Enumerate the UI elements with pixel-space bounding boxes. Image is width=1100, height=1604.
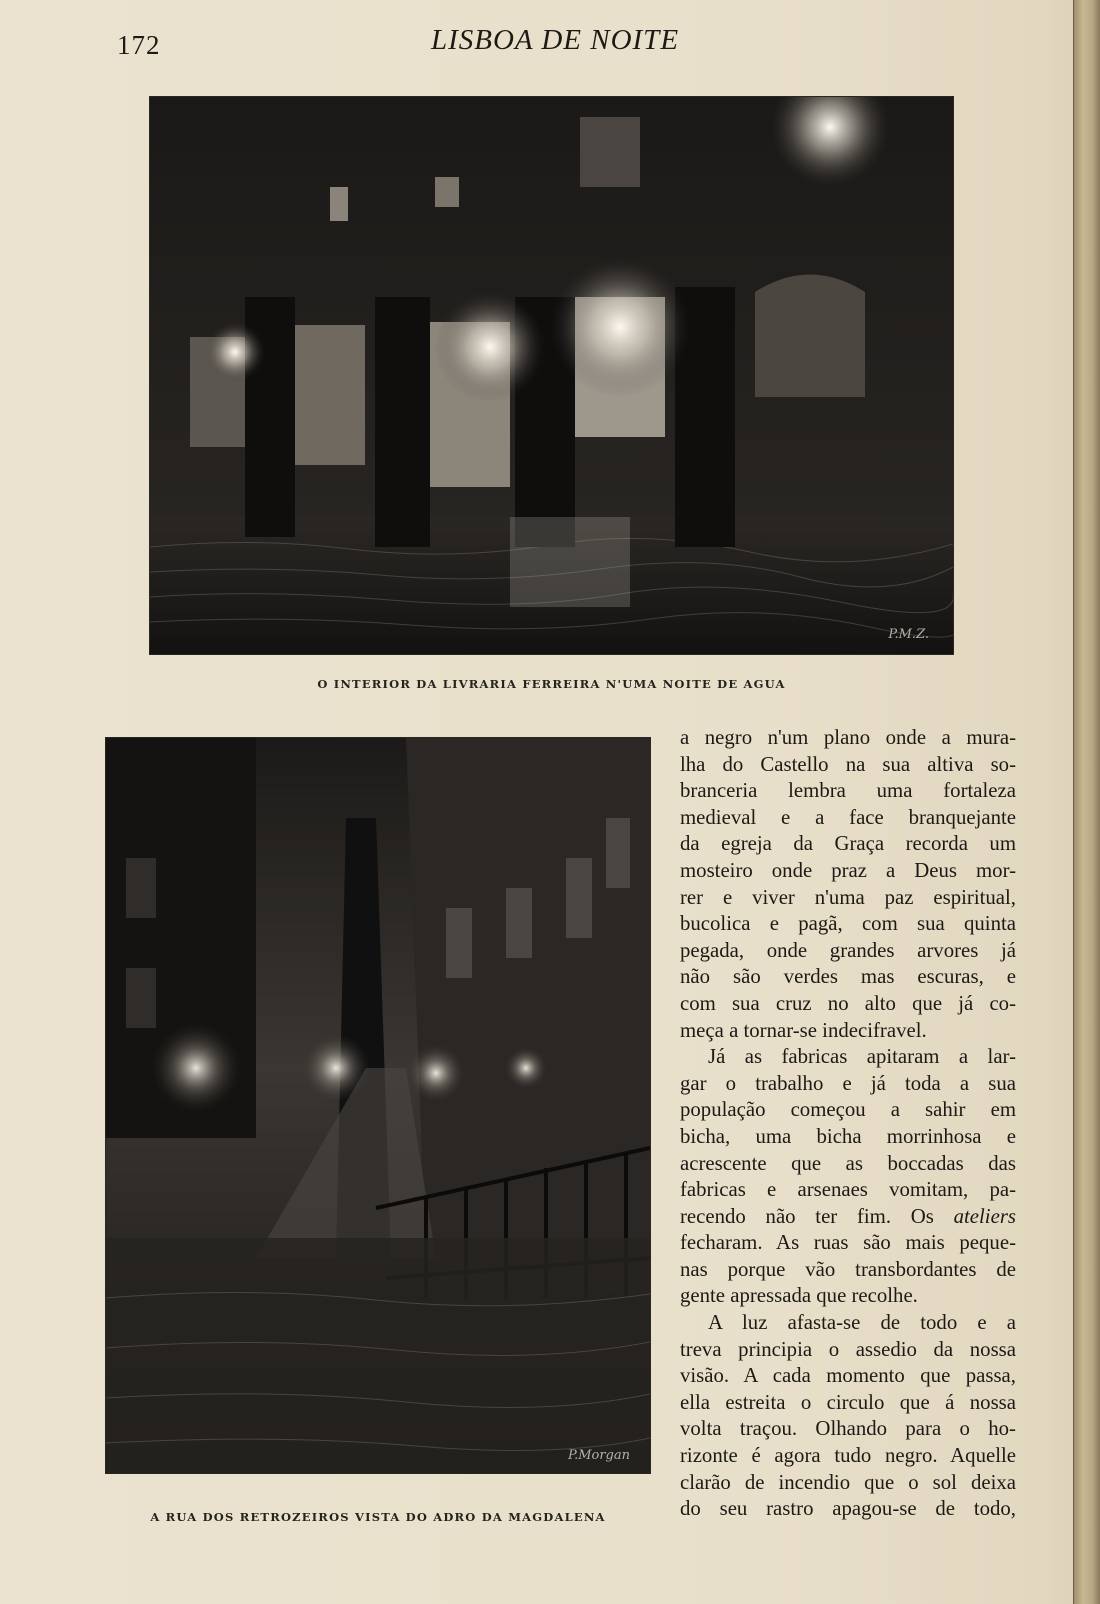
- text-line: bucolica e pagã, com sua quinta: [680, 912, 1016, 936]
- paragraph-fabricas: [680, 1044, 1016, 1310]
- body-text-column: [680, 725, 1016, 1523]
- text-fragment: recendo não ter fim. Os: [680, 1204, 934, 1228]
- night-street-photo-illustration: [150, 97, 953, 654]
- text-line: rizonte é agora tudo negro. Aquelle: [680, 1444, 1016, 1468]
- page-gutter: [1073, 0, 1100, 1604]
- text-line: lha do Castello na sua altiva so-: [680, 752, 1016, 776]
- italic-word-ateliers: ateliers: [953, 1204, 1017, 1228]
- photographer-signature: P.Morgan: [567, 1448, 630, 1463]
- text-line: pegada, onde grandes arvores já: [680, 938, 1016, 962]
- text-line: fecharam. As ruas são mais peque-: [680, 1231, 1016, 1255]
- text-line: visão. A cada momento que passa,: [680, 1364, 1016, 1388]
- photo-rua-dos-retrozeiros: [106, 738, 650, 1473]
- text-line: fabricas e arsenaes vomitam, pa-: [680, 1178, 1016, 1202]
- running-title: LISBOA DE NOITE: [430, 24, 680, 56]
- text-line: do seu rastro apagou-se de todo,: [680, 1497, 1016, 1521]
- text-line: a negro n'um plano onde a mura-: [680, 726, 1016, 749]
- text-line: gar o trabalho e já toda a sua: [680, 1071, 1016, 1095]
- paragraph-castello: [680, 725, 1016, 1044]
- text-line: A luz afasta-se de todo e a: [708, 1311, 1016, 1335]
- text-line: mosteiro onde praz a Deus mor-: [680, 858, 1016, 882]
- text-line: Já as fabricas apitaram a lar-: [708, 1045, 1016, 1069]
- text-line: bicha, uma bicha morrinhosa e: [680, 1124, 1016, 1148]
- text-line: meça a tornar-se indecifravel.: [680, 1018, 927, 1042]
- text-line: nas porque vão transbordantes de: [680, 1257, 1016, 1281]
- text-line: clarão de incendio que o sol deixa: [680, 1470, 1016, 1494]
- text-line: população começou a sahir em: [680, 1098, 1016, 1122]
- text-line: acrescente que as boccadas das: [680, 1151, 1016, 1175]
- photographer-signature: P.M.Z.: [888, 627, 929, 642]
- night-street-photo-illustration: [106, 738, 650, 1473]
- text-line: ella estreita o circulo que á nossa: [680, 1390, 1016, 1414]
- paragraph-luz: [680, 1310, 1016, 1523]
- page-number: 172: [117, 30, 161, 60]
- text-line: treva principia o assedio da nossa: [680, 1337, 1016, 1361]
- photo-caption-top: O INTERIOR DA LIVRARIA FERREIRA N'UMA NOITE DE AGUA: [317, 677, 786, 691]
- text-line: [680, 1204, 1016, 1231]
- text-line: da egreja da Graça recorda um: [680, 832, 1016, 856]
- text-line: branceria lembra uma fortaleza: [680, 779, 1016, 803]
- text-line: não são verdes mas escuras, e: [680, 965, 1016, 989]
- text-line: medieval e a face branquejante: [680, 805, 1016, 829]
- text-line: gente apressada que recolhe.: [680, 1284, 918, 1308]
- text-line: com sua cruz no alto que já co-: [680, 991, 1016, 1015]
- photo-caption-bottom: A RUA DOS RETROZEIROS VISTA DO ADRO DA MAGDALENA: [150, 1510, 606, 1524]
- text-line: volta traçou. Olhando para o ho-: [680, 1417, 1016, 1441]
- text-line: rer e viver n'uma paz espiritual,: [680, 885, 1016, 909]
- photo-livraria-ferreira: [150, 97, 953, 654]
